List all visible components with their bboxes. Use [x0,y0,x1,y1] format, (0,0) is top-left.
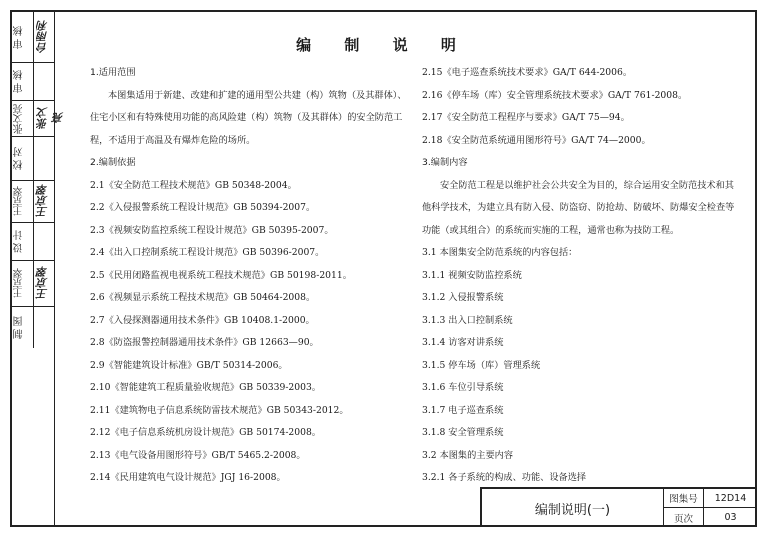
reviewer-label: 审 核 [14,25,25,49]
checker-signature: 王京翠 [36,184,49,218]
sidebar-row-divider [10,136,55,137]
standard-item: 2.18《安全防范系统通用图形符号》GA/T 74—2000。 [422,134,651,146]
standard-item: 2.15《电子巡查系统技术要求》GA/T 644-2006。 [422,67,633,78]
page-number-label: 页次 [664,508,704,527]
sidebar-row-divider [10,222,55,223]
atlas-number-value: 12D14 [704,489,757,508]
standard-item: 2.3《视频安防监控系统工程设计规范》GB 50395-2007。 [90,224,334,236]
reviewer-name-signature: 张文亮 [36,107,65,129]
paragraph-line: 他科学技术，为建立具有防入侵、防盗窃、防抢劫、防破坏、防爆安全检查等 [422,202,735,213]
content-item: 3.1.3 出入口控制系统 [422,314,513,326]
sidebar-row-divider [10,306,55,307]
standard-item: 2.5《民用闭路监视电视系统工程技术规范》GB 50198-2011。 [90,269,352,281]
standard-item: 2.17《安全防范工程程序与要求》GA/T 75—94。 [422,112,630,123]
checker-label: 校 对 [14,146,25,170]
content-item: 3.1.8 安全管理系统 [422,427,504,438]
right-text-column [422,62,752,490]
standard-item: 2.1《安全防范工程技术规范》GB 50348-2004。 [90,179,297,191]
paragraph-line: 程，不适用于高温及有爆炸危险的场所。 [90,134,256,146]
approval-sidebar [10,10,65,348]
checker-name: 王京翠 [14,186,25,216]
left-text-column [90,62,410,490]
standard-item: 2.13《电气设备用图形符号》GB/T 5465.2-2008。 [90,449,306,461]
standard-item: 2.7《入侵探测器通用技术条件》GB 10408.1-2000。 [90,314,315,326]
content-item: 3.1.2 入侵报警系统 [422,292,504,303]
standard-item: 2.9《智能建筑设计标准》GB/T 50314-2006。 [90,359,288,371]
standard-item: 2.8《防盗报警控制器通用技术条件》GB 12663—90。 [90,337,319,348]
section-heading: 3.编制内容 [422,157,468,168]
drawing-name: 编制说明(一) [482,489,664,527]
standard-item: 2.10《智能建筑工程质量验收规范》GB 50339-2003。 [90,382,321,393]
section-heading: 1.适用范围 [90,67,136,78]
drafter-label: 制 图 [14,315,25,339]
reviewer-name: 张文亮 [14,104,25,134]
content-item: 3.1.1 视频安防监控系统 [422,269,522,281]
paragraph-line: 住宅小区和有特殊使用功能的高风险建（构）筑物（及其群体）的安全防范工 [90,112,403,123]
page-title: 编 制 说 明 [296,36,470,54]
designer-name: 王京翠 [14,268,25,298]
content-item: 3.1.7 电子巡查系统 [422,404,504,416]
standard-item: 2.2《入侵报警系统工程设计规范》GB 50394-2007。 [90,202,316,213]
sidebar-row-divider [10,180,55,181]
paragraph-line: 本图集适用于新建、改建和扩建的通用型公共建（构）筑物（及其群体）、 [108,89,407,101]
review-label: 审 核 [14,69,25,93]
paragraph-line: 安全防范工程是以维护社会公共安全为目的，综合运用安全防范技术和其 [440,179,734,191]
section-heading: 2.编制依据 [90,157,136,168]
content-item: 3.1.4 访客对讲系统 [422,337,504,348]
content-item: 3.1.5 停车场（库）管理系统 [422,359,541,371]
content-item: 3.1 本图集安全防范系统的内容包括： [422,247,578,258]
sidebar-row-divider [10,100,55,101]
content-item: 3.2.1 各子系统的构成、功能、设备选择 [422,472,587,483]
standard-item: 2.11《建筑物电子信息系统防雷技术规范》GB 50343-2012。 [90,404,349,416]
atlas-number-label: 图集号 [664,489,704,508]
paragraph-line: 功能（或其组合）的系统而实施的工程，通常也称为技防工程。 [422,224,680,236]
sidebar-divider [33,10,34,348]
designer-label: 设 计 [14,229,25,253]
standard-item: 2.12《电子信息系统机房设计规范》GB 50174-2008。 [90,427,321,438]
designer-signature: 王京翠 [36,266,49,300]
standard-item: 2.14《民用建筑电气设计规范》JGJ 16-2008。 [90,472,286,483]
sidebar-row-divider [10,62,55,63]
page-number-value: 03 [724,512,737,523]
sidebar-row-divider [10,260,55,261]
title-block [480,487,757,527]
content-item: 3.2 本图集的主要内容 [422,449,514,461]
standard-item: 2.4《出入口控制系统工程设计规范》GB 50396-2007。 [90,247,325,258]
reviewer-signature: 台雨利 [36,20,49,54]
standard-item: 2.16《停车场（库）安全管理系统技术要求》GA/T 761-2008。 [422,89,688,101]
standard-item: 2.6《视频显示系统工程技术规范》GB 50464-2008。 [90,292,316,303]
content-item: 3.1.6 车位引导系统 [422,382,504,393]
